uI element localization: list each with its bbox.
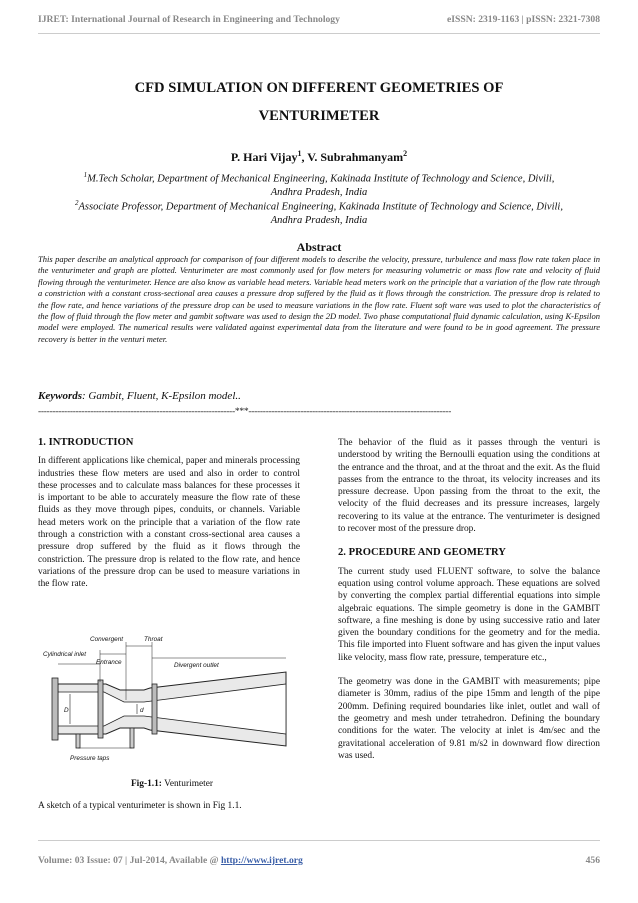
- header-rule: [38, 33, 600, 34]
- author-1-sup: 1: [297, 149, 302, 158]
- section-1-title: 1. INTRODUCTION: [38, 437, 134, 448]
- abstract-heading: Abstract: [296, 240, 342, 254]
- section-separator: --------------------------------------------------------------------***----------------------------------------------------------------------: [38, 406, 451, 417]
- keywords-label: Keywords: [38, 390, 82, 402]
- label-entrance: Entrance: [96, 659, 122, 666]
- aff-2-sup: 2: [75, 199, 79, 207]
- author-2-sup: 2: [403, 149, 408, 158]
- section-2-paragraph-1: The current study used FLUENT software, to solve the balance equation using control volume approach. These equations are solved by converting the complex partial differential equations into simple algebraic equations. The simple geometry is done in the GAMBIT software, a fine meshing is done by using successive ratio and later given the boundary conditions for the geometry and for the media. This file imported into Fluent software and has given the input values like velocity, mass flow rate, pressure, temperature etc.,: [338, 566, 600, 663]
- aff-2-line1: Associate Professor, Department of Mechanical Engineering, Kakinada Institute of Technology and Science, Divili,: [78, 201, 563, 213]
- aff-1-line1: M.Tech Scholar, Department of Mechanical Engineering, Kakinada Institute of Technology and Science, Divili,: [87, 173, 555, 185]
- aff-2-line2: Andhra Pradesh, India: [270, 215, 368, 226]
- aff-1-sup: 1: [83, 171, 88, 179]
- author-2: , V. Subrahmanyam: [301, 150, 404, 164]
- journal-url-link[interactable]: http://www.ijret.org: [220, 855, 303, 866]
- section-1-paragraph: In different applications like chemical, paper and minerals processing industries these flow meters are used and also in order to control these processes and to calculate mass balances for these processes it is important to be able to accurately measure the flow rate of these fluids as they move through pipes, conduits, or channels. Variable head meters work on the principle that a variation of the flow rate through a constriction with a constant cross-sectional area causes a pressure drop suffered by the fluid as it flows through the constriction. The pressure drop is related to the flow rate, and hence variations of the pressure drop can be used to measure variations in the flow rate.: [38, 456, 300, 590]
- label-d: d: [140, 707, 144, 714]
- footer-volume: Volume: 03 Issue: 07 | Jul-2014, Available @: [38, 855, 221, 866]
- label-divergent-outlet: Divergent outlet: [174, 662, 219, 669]
- paper-title-line1: CFD SIMULATION ON DIFFERENT GEOMETRIES OF: [134, 80, 504, 96]
- affiliation-1: [30, 169, 608, 200]
- right-column: [338, 437, 600, 762]
- page-number: 456: [585, 855, 600, 866]
- keywords: [38, 390, 241, 402]
- left-column: [38, 437, 300, 591]
- label-pressure-taps: Pressure taps: [70, 755, 110, 762]
- page-footer: [38, 855, 600, 866]
- abstract-text: This paper describe an analytical approach for comparison of four different models to describe the velocity, pressure, turbulence and mass flow rate taken place in the venturimeter and graph are plotted. Venturimeter are most commonly used for flow meters for measuring volumetric or mass flow rate and velocity of fluid flowing through the venturimeter. Hence are also know as variable head meters. Variable head meters work on the principle that a variation of the flow rate through a constriction with a constant cross-sectional area causes a pressure drop suffered by the fluid as it flows through the constriction. The pressure drop is related to the flow rate, and hence variations of the pressure drop can be used to measure variations in the flow rate. Fluent soft ware was used to plot the characteristics of the flow of fluid through the flow meter and gambit software was used to design the 2D model. Two phase computational fluid dynamic calculation, using K-Epsilon model were employed. The numerical results were validated against experimental data from the literature and were found to be in good agreement. The pressure recovery is better in the venturi meter.: [38, 254, 600, 344]
- venturimeter-figure: [40, 634, 296, 766]
- authors: [38, 149, 600, 165]
- issn-text: eISSN: 2319-1163 | pISSN: 2321-7308: [447, 14, 600, 25]
- footer-rule: [38, 840, 600, 841]
- section-2-title: 2. PROCEDURE AND GEOMETRY: [338, 547, 506, 559]
- page-header: [38, 14, 600, 25]
- figure-caption: [38, 779, 306, 789]
- figure-sketch-note: A sketch of a typical venturimeter is shown in Fig 1.1.: [38, 801, 242, 811]
- label-D: D: [64, 707, 69, 714]
- label-cylindrical-inlet: Cylindrical inlet: [43, 651, 86, 658]
- section-2-paragraph-2: The geometry was done in the GAMBIT with measurements; pipe diameter is 30mm, radius of the pipe 15mm and length of the pipe 200mm. Defining required boundaries like inlet, outlet and wall of the geometry and mesh under tetrahedron. Defining the boundary conditions for the water. The velocity at inlet is 4m/sec and the gravitational acceleration of 9.81 m/s2 in downward flow direction was used.: [338, 677, 600, 761]
- aff-1-line2: Andhra Pradesh, India: [270, 187, 368, 198]
- figure-caption-text: Venturimeter: [161, 779, 214, 789]
- figure-caption-label: Fig-1.1:: [130, 779, 162, 789]
- right-paragraph-1: The behavior of the fluid as it passes through the venturi is understood by writing the Bernoulli equation using the conditions at the entrance and the throat, and at the throat and the exit. As the fluid passes from the entrance to the throat, its velocity increases and its pressure decrease. Upon passing from the throat to the exit, the velocity of the fluid decreases and its pressure increases, largely recovering to its value at the entrance. The venturimeter is designed to recover most of the pressure drop.: [338, 438, 600, 535]
- paper-title-line2: VENTURIMETER: [258, 108, 380, 124]
- keywords-text: : Gambit, Fluent, K-Epsilon model..: [82, 390, 241, 402]
- affiliation-2: [30, 197, 608, 228]
- author-1: P. Hari Vijay: [230, 150, 298, 164]
- label-convergent: Convergent: [90, 636, 124, 643]
- label-throat: Throat: [144, 636, 163, 643]
- journal-name: IJRET: International Journal of Research in Engineering and Technology: [38, 14, 340, 25]
